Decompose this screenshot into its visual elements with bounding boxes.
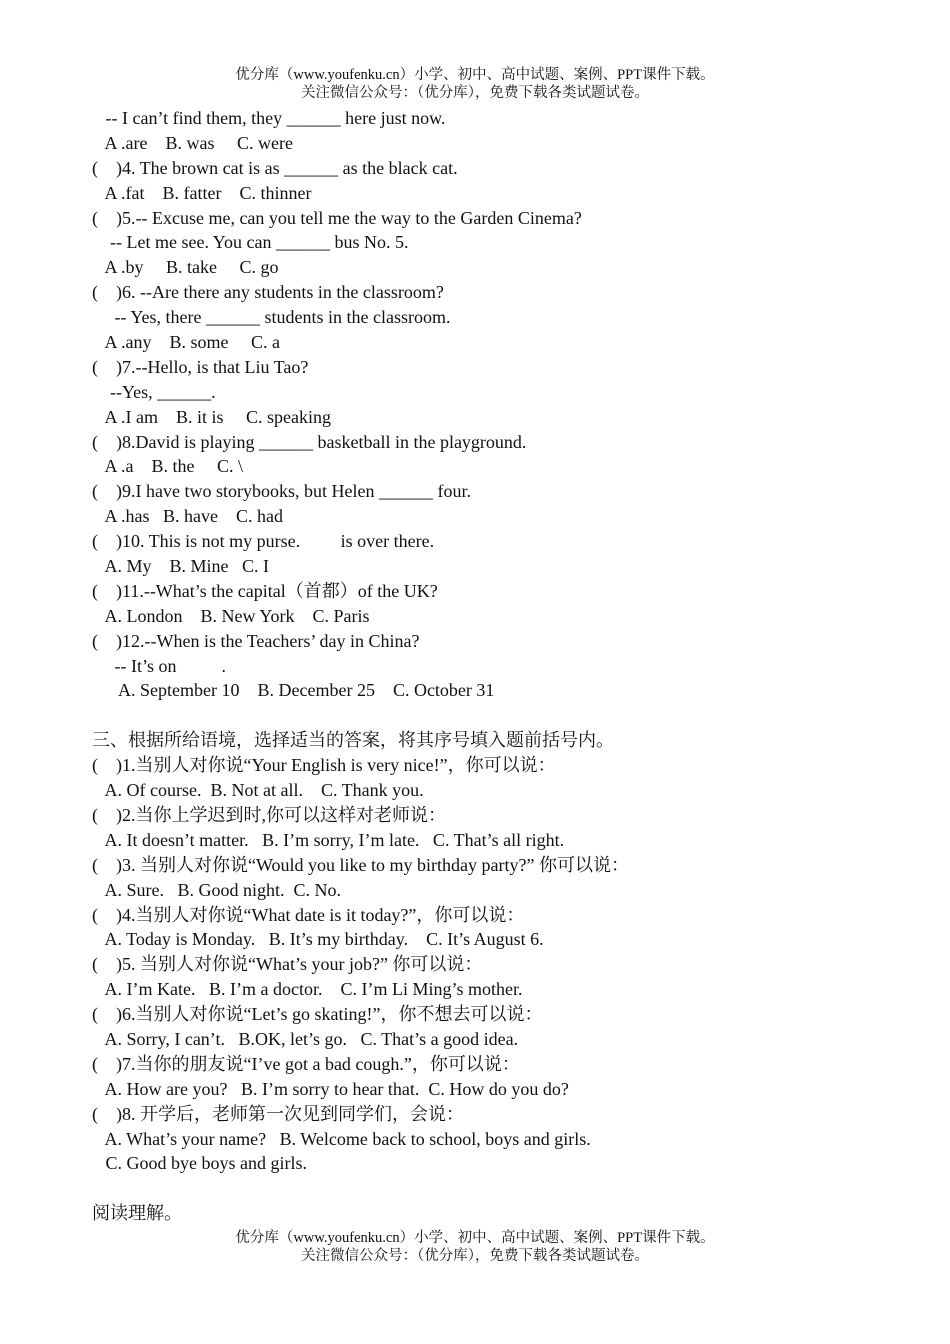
question-line: A. Sure. B. Good night. C. No. [92,879,342,900]
question-line: -- It’s on . [92,655,226,676]
question-line: ( )5. 当别人对你说“What’s your job?” 你可以说： [92,954,483,975]
question-line: A. Today is Monday. B. It’s my birthday. C. It’s August 6. [92,929,544,950]
question-line: ( )8. 开学后，老师第一次见到同学们，会说： [92,1103,464,1124]
spacer [92,703,912,728]
page-footer [0,1229,950,1265]
question-line: A .fat B. fatter C. thinner [92,182,312,203]
worksheet-body [92,106,912,1226]
question-line: A. How are you? B. I’m sorry to hear that. C. How do you do? [92,1078,569,1099]
question-line: A .any B. some C. a [92,332,280,353]
reading-heading: 阅读理解。 [92,1203,182,1224]
question-line: -- Let me see. You can ______ bus No. 5. [92,232,409,253]
question-line: A .are B. was C. were [92,132,293,153]
question-line: ( )12.--When is the Teachers’ day in China? [92,630,420,651]
question-line: ( )9.I have two storybooks, but Helen ______ four. [92,481,471,502]
question-line: ( )5.-- Excuse me, can you tell me the way to the Garden Cinema? [92,207,582,228]
question-line: ( )6.当别人对你说“Let’s go skating!”，你不想去可以说： [92,1004,543,1025]
question-line: ( )10. This is not my purse. is over there. [92,531,435,552]
question-line: C. Good bye boys and girls. [92,1153,307,1174]
question-line: ( )11.--What’s the capital（首都）of the UK? [92,580,438,601]
question-line: A. My B. Mine C. I [92,556,270,577]
question-line: A. What’s your name? B. Welcome back to school, boys and girls. [92,1128,591,1149]
question-line: A. I’m Kate. B. I’m a doctor. C. I’m Li Ming’s mother. [92,979,523,1000]
question-line: ( )7.当你的朋友说“I’ve got a bad cough.”，你可以说： [92,1053,520,1074]
spacer [92,1176,912,1201]
footer-line-2: 关注微信公众号：（优分库），免费下载各类试题试卷。 [301,1248,649,1264]
question-line: A .a B. the C. \ [92,456,244,477]
header-line-1: 优分库（www.youfenku.cn）小学、初中、高中试题、案例、PPT课件下载。 [235,67,715,83]
question-line: ( )2.当你上学迟到时,你可以这样对老师说： [92,804,446,825]
question-line: ( )8.David is playing ______ basketball in the playground. [92,431,527,452]
page-header [0,66,950,102]
question-line: --Yes, ______. [92,381,216,402]
question-line: ( )3. 当别人对你说“Would you like to my birthday party?” 你可以说： [92,854,629,875]
section-3-heading: 三、根据所给语境，选择适当的答案，将其序号填入题前括号内。 [92,730,614,751]
question-line: ( )6. --Are there any students in the classroom? [92,282,444,303]
question-line: A. Of course. B. Not at all. C. Thank you. [92,780,424,801]
question-line: A. It doesn’t matter. B. I’m sorry, I’m late. C. That’s all right. [92,829,565,850]
question-line: ( )7.--Hello, is that Liu Tao? [92,356,309,377]
section-3 [92,728,912,1176]
header-line-2: 关注微信公众号：（优分库），免费下载各类试题试卷。 [301,85,649,101]
question-line: A .has B. have C. had [92,506,283,527]
question-line: A .by B. take C. go [92,257,279,278]
question-line: A. Sorry, I can’t. B.OK, let’s go. C. That’s a good idea. [92,1028,519,1049]
question-line: ( )4. The brown cat is as ______ as the black cat. [92,157,458,178]
footer-line-1: 优分库（www.youfenku.cn）小学、初中、高中试题、案例、PPT课件下载。 [235,1230,715,1246]
question-line: A. September 10 B. December 25 C. October 31 [92,680,495,701]
question-line: A .I am B. it is C. speaking [92,406,332,427]
question-line: A. London B. New York C. Paris [92,605,370,626]
question-line: ( )4.当别人对你说“What date is it today?”，你可以说： [92,904,525,925]
question-line: -- I can’t find them, they ______ here just now. [92,108,446,128]
section-2-questions [92,106,912,703]
question-line: ( )1.当别人对你说“Your English is very nice!”，你可以说： [92,755,556,776]
question-line: -- Yes, there ______ students in the classroom. [92,307,451,328]
